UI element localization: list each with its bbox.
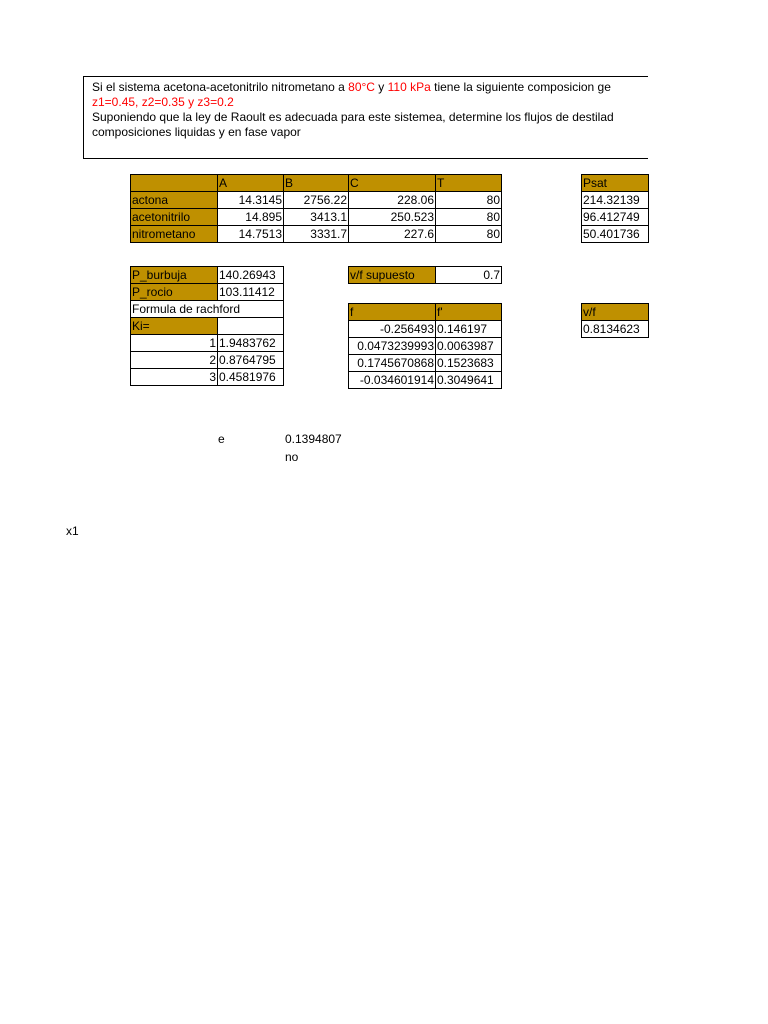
f-row	[349, 355, 502, 372]
cell-t[interactable]: 80	[436, 192, 502, 209]
cell-c[interactable]: 227.6	[349, 226, 436, 243]
f-row	[349, 372, 502, 389]
f-row	[349, 321, 502, 338]
rocio-row	[131, 284, 284, 301]
f-header[interactable]: f	[349, 304, 436, 321]
temperature-value: 80°C	[348, 80, 375, 94]
cell-a[interactable]: 14.3145	[218, 192, 284, 209]
f-value[interactable]: 0.1745670868	[349, 355, 436, 372]
f-value[interactable]: -0.034601914	[349, 372, 436, 389]
ki-row	[131, 335, 284, 352]
problem-line-4: composiciones liquidas y en fase vapor	[92, 125, 301, 139]
f-header-row	[349, 304, 502, 321]
f-prime-header[interactable]: f'	[436, 304, 502, 321]
cell-b[interactable]: 2756.22	[284, 192, 349, 209]
header-a[interactable]: A	[218, 175, 284, 192]
problem-line-3: Suponiendo que la ley de Raoult es adecuada para este sistemea, determine los flujos de destilad	[92, 110, 614, 124]
ki-row	[131, 352, 284, 369]
problem-line-1	[92, 80, 648, 95]
error-value[interactable]: 0.1394807	[285, 432, 342, 446]
antoine-row	[131, 192, 502, 209]
psat-value[interactable]: 214.32139	[582, 192, 649, 209]
component-name[interactable]: acetonitrilo	[131, 209, 218, 226]
ki-index[interactable]: 1	[131, 335, 218, 352]
vf-supuesto-value[interactable]: 0.7	[436, 267, 502, 284]
rachford-row	[131, 301, 284, 318]
f-prime-value[interactable]: 0.146197	[436, 321, 502, 338]
burbuja-row	[131, 267, 284, 284]
antoine-table	[130, 174, 502, 243]
vf-supuesto-table	[348, 266, 502, 284]
p-burbuja-label[interactable]: P_burbuja	[131, 267, 218, 284]
cell-c[interactable]: 250.523	[349, 209, 436, 226]
psat-value[interactable]: 50.401736	[582, 226, 649, 243]
component-name[interactable]: actona	[131, 192, 218, 209]
header-c[interactable]: C	[349, 175, 436, 192]
problem-text: tiene la siguiente composicion ge	[430, 80, 611, 94]
cell-b[interactable]: 3413.1	[284, 209, 349, 226]
p-rocio-value[interactable]: 103.11412	[218, 284, 284, 301]
header-t[interactable]: T	[436, 175, 502, 192]
cell-t[interactable]: 80	[436, 226, 502, 243]
problem-text: y	[374, 80, 388, 94]
ki-value[interactable]: 0.8764795	[218, 352, 284, 369]
antoine-row	[131, 209, 502, 226]
f-value[interactable]: 0.0473239993	[349, 338, 436, 355]
convergence-check[interactable]: no	[285, 450, 299, 464]
pressure-table	[130, 266, 284, 386]
ki-header-blank[interactable]	[218, 318, 284, 335]
ki-index[interactable]: 3	[131, 369, 218, 386]
f-prime-value[interactable]: 0.0063987	[436, 338, 502, 355]
pressure-value: 110 kPa	[387, 80, 431, 94]
vf-supuesto-label[interactable]: v/f supuesto	[349, 267, 436, 284]
psat-value[interactable]: 96.412749	[582, 209, 649, 226]
vf-value[interactable]: 0.8134623	[582, 321, 649, 338]
error-label[interactable]: e	[218, 432, 225, 446]
f-row	[349, 338, 502, 355]
f-prime-value[interactable]: 0.3049641	[436, 372, 502, 389]
psat-header[interactable]: Psat	[582, 175, 649, 192]
x1-label[interactable]: x1	[66, 524, 79, 538]
f-table	[348, 303, 502, 389]
ki-index[interactable]: 2	[131, 352, 218, 369]
vf-table	[581, 303, 649, 338]
ki-value[interactable]: 0.4581976	[218, 369, 284, 386]
antoine-header-blank[interactable]	[131, 175, 218, 192]
ki-value[interactable]: 1.9483762	[218, 335, 284, 352]
rachford-label[interactable]: Formula de rachford	[131, 301, 284, 318]
cell-a[interactable]: 14.895	[218, 209, 284, 226]
cell-t[interactable]: 80	[436, 209, 502, 226]
f-value[interactable]: -0.256493	[349, 321, 436, 338]
problem-statement	[83, 76, 648, 159]
p-rocio-label[interactable]: P_rocio	[131, 284, 218, 301]
component-name[interactable]: nitrometano	[131, 226, 218, 243]
ki-row	[131, 369, 284, 386]
antoine-header-row	[131, 175, 502, 192]
header-b[interactable]: B	[284, 175, 349, 192]
cell-a[interactable]: 14.7513	[218, 226, 284, 243]
cell-b[interactable]: 3331.7	[284, 226, 349, 243]
antoine-row	[131, 226, 502, 243]
ki-header-row	[131, 318, 284, 335]
p-burbuja-value[interactable]: 140.26943	[218, 267, 284, 284]
f-prime-value[interactable]: 0.1523683	[436, 355, 502, 372]
problem-text: Si el sistema acetona-acetonitrilo nitrometano a	[92, 80, 349, 94]
cell-c[interactable]: 228.06	[349, 192, 436, 209]
composition-line: z1=0.45, z2=0.35 y z3=0.2	[92, 95, 234, 109]
ki-label[interactable]: Ki=	[131, 318, 218, 335]
vf-header[interactable]: v/f	[582, 304, 649, 321]
psat-table	[581, 174, 649, 243]
